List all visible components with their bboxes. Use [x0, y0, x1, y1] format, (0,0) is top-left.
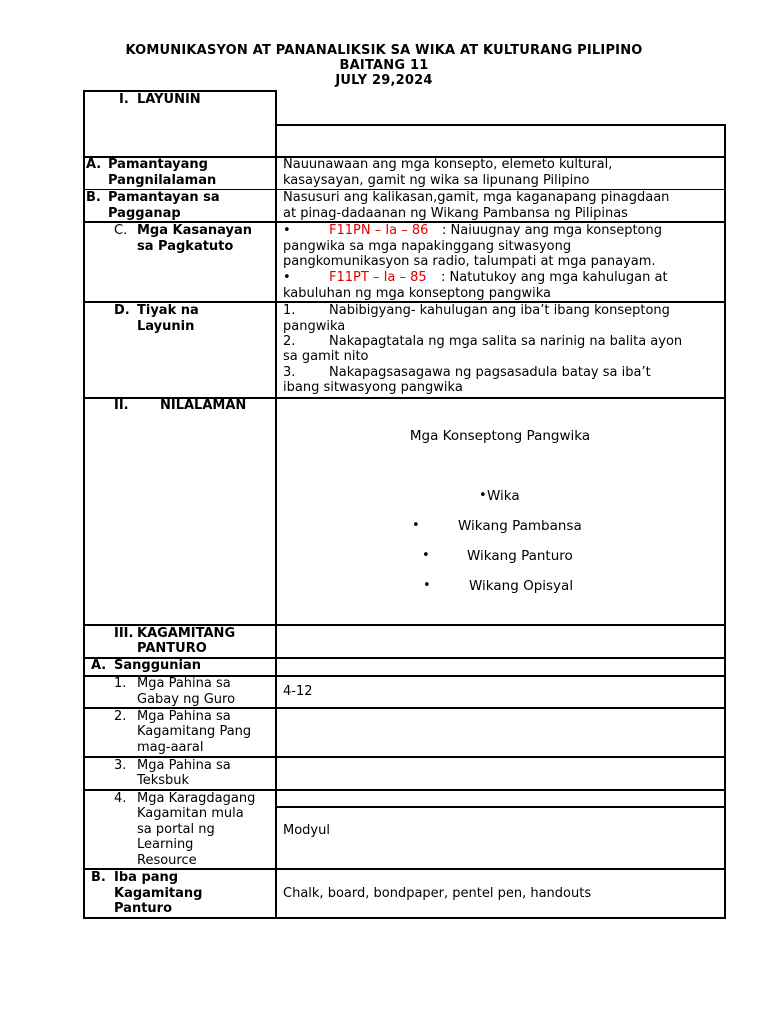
layunin-num: I.: [119, 92, 129, 107]
kagamitang-panturo-label: KAGAMITANG: [137, 626, 236, 641]
sanggunian-num: A.: [91, 658, 107, 673]
document-title: KOMUNIKASYON AT PANANALIKSIK SA WIKA AT KULTURANG PILIPINO: [125, 43, 643, 58]
pamantayan-pagganap-label: Pagganap: [108, 206, 181, 221]
concept-bullet: •: [479, 488, 487, 503]
pamantayan-pagganap-text: at pinag-dadaanan ng Wikang Pambansa ng Pilipinas: [283, 206, 628, 221]
reference-value: 4-12: [283, 684, 313, 699]
layunin-label: LAYUNIN: [137, 92, 201, 107]
grade-level: BAITANG 11: [339, 58, 429, 73]
objective-text: Nabibigyang- kahulugan ang iba’t ibang konseptong: [329, 303, 670, 318]
reference-num: 4.: [114, 791, 127, 806]
competency-text: kabuluhan ng mga konseptong pangwika: [283, 286, 551, 301]
table-column-divider: [275, 90, 277, 919]
kasanayan-label: Mga Kasanayan: [137, 223, 253, 238]
objective-text: sa gamit nito: [283, 349, 369, 364]
reference-value: Modyul: [283, 823, 330, 838]
pamantayang-pangnilalaman-text: kasaysayan, gamit ng wika sa lipunang Pilipino: [283, 173, 590, 188]
reference-num: 3.: [114, 758, 127, 773]
iba-pang-kagamitan-value: Chalk, board, bondpaper, pentel pen, handouts: [283, 886, 592, 901]
concept-item: Wikang Pambansa: [458, 518, 582, 534]
iba-pang-kagamitan-label: Iba pang: [114, 870, 179, 885]
competency-code: F11PT – Ia – 85: [329, 270, 427, 285]
tiyak-na-layunin-label: Tiyak na: [137, 303, 199, 318]
table-border-bottom: [83, 917, 726, 919]
reference-label: Learning: [137, 837, 194, 852]
concept-bullet: •: [423, 578, 431, 593]
row-line: [275, 806, 726, 808]
reference-num: 1.: [114, 676, 127, 691]
concept-bullet: •: [412, 518, 420, 533]
competency-text: pangwika sa mga napakinggang sitwasyong: [283, 239, 572, 254]
pamantayan-pagganap-text: Nasusuri ang kalikasan,gamit, mga kaganapang pinagdaan: [283, 190, 670, 205]
tiyak-na-layunin-label: Layunin: [137, 319, 195, 334]
objective-text: pangwika: [283, 319, 346, 334]
pamantayang-pangnilalaman-label: Pangnilalaman: [108, 173, 217, 188]
concept-item: Wikang Opisyal: [469, 578, 574, 594]
reference-label: Gabay ng Guro: [137, 692, 236, 707]
iba-pang-kagamitan-num: B.: [91, 870, 106, 885]
competency-text: : Naiuugnay ang mga konseptong: [442, 223, 663, 238]
reference-label: Kagamitang Pang: [137, 724, 252, 739]
kagamitang-panturo-num: III.: [114, 626, 134, 641]
reference-label: Mga Pahina sa: [137, 758, 231, 773]
reference-num: 2.: [114, 709, 127, 724]
iba-pang-kagamitan-label: Panturo: [114, 901, 173, 916]
sanggunian-label: Sanggunian: [114, 658, 201, 673]
competency-bullet: •: [283, 270, 291, 285]
reference-label: Resource: [137, 853, 197, 868]
pamantayang-pangnilalaman-num: A.: [86, 157, 102, 172]
table-border-right: [724, 124, 726, 919]
concept-bullet: •: [422, 548, 430, 563]
row-line: [275, 124, 726, 126]
nilalaman-title: Mga Konseptong Pangwika: [409, 428, 591, 444]
nilalaman-num: II.: [114, 398, 129, 413]
reference-label: sa portal ng: [137, 822, 215, 837]
reference-label: Mga Pahina sa: [137, 676, 231, 691]
tiyak-na-layunin-num: D.: [114, 303, 130, 318]
kasanayan-label: sa Pagkatuto: [137, 239, 234, 254]
reference-label: Teksbuk: [137, 773, 190, 788]
objective-text: Nakapagtatala ng mga salita sa narinig na balita ayon: [329, 334, 683, 349]
concept-item: Wikang Panturo: [467, 548, 573, 564]
reference-label: Mga Pahina sa: [137, 709, 231, 724]
objective-num: 2.: [283, 334, 296, 349]
table-border-left: [83, 90, 85, 919]
concept-item: Wika: [487, 488, 520, 504]
reference-label: Mga Karagdagang: [137, 791, 256, 806]
competency-text: pangkomunikasyon sa radio, talumpati at mga panayam.: [283, 254, 656, 269]
pamantayang-pangnilalaman-label: Pamantayang: [108, 157, 208, 172]
objective-num: 3.: [283, 365, 296, 380]
pamantayang-pangnilalaman-text: Nauunawaan ang mga konsepto, elemeto kultural,: [283, 157, 613, 172]
objective-text: Nakapagsasagawa ng pagsasadula batay sa iba’t: [329, 365, 651, 380]
competency-code: F11PN – Ia – 86: [329, 223, 429, 238]
document-date: JULY 29,2024: [335, 73, 433, 88]
nilalaman-label: NILALAMAN: [160, 398, 247, 413]
pamantayan-pagganap-num: B.: [86, 190, 101, 205]
reference-label: mag-aaral: [137, 740, 204, 755]
objective-text: ibang sitwasyong pangwika: [283, 380, 463, 395]
pamantayan-pagganap-label: Pamantayan sa: [108, 190, 220, 205]
iba-pang-kagamitan-label: Kagamitang: [114, 886, 203, 901]
kagamitang-panturo-label: PANTURO: [137, 641, 207, 656]
kasanayan-num: C.: [114, 223, 128, 238]
objective-num: 1.: [283, 303, 296, 318]
reference-label: Kagamitan mula: [137, 806, 244, 821]
competency-text: : Natutukoy ang mga kahulugan at: [441, 270, 668, 285]
competency-bullet: •: [283, 223, 291, 238]
